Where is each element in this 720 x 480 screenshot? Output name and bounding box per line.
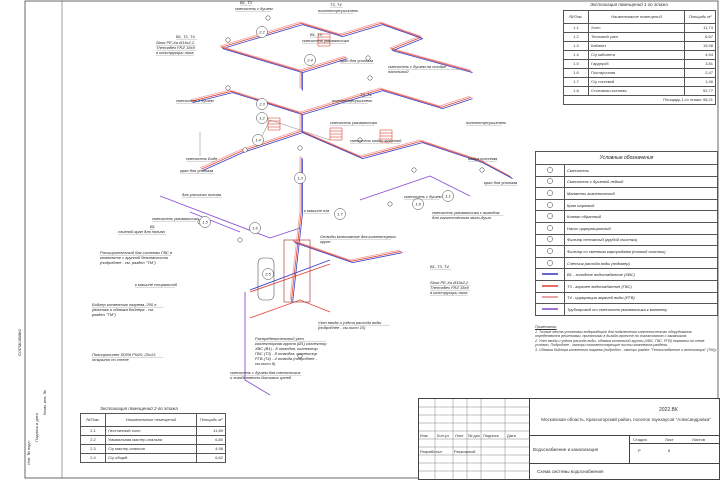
room-area-cell: 3,81 (685, 60, 716, 69)
sanitary-fixture-icon (536, 188, 565, 200)
hot-lower-branch (250, 264, 330, 292)
room-mark (305, 55, 316, 66)
room-mark (253, 135, 264, 146)
legend-text: Клапан обратный (565, 211, 718, 223)
legend-row (536, 246, 718, 258)
legend-text: Смеситель с душевой лейкой (565, 176, 718, 188)
room-mark (413, 199, 424, 210)
schematic-label: в конструкции пола (156, 50, 194, 55)
room-area-cell: 6,62 (197, 454, 226, 463)
room-number-cell: 2.1 (81, 427, 106, 436)
room-name-cell: Тепловой узел (589, 33, 685, 42)
room-area-cell: 15,98 (685, 42, 716, 51)
tb-sheet-header: Лист (665, 437, 674, 442)
col-room-no: №Пом. (564, 11, 589, 24)
schematic-label: мойка кухонная (468, 156, 498, 161)
legend-text: Фильтр сетчатый (грубой очистки) (565, 234, 718, 246)
water-meter-icon (536, 257, 565, 269)
title-block-grid (419, 399, 530, 479)
schematic-label: к машине п/м (304, 208, 330, 213)
svg-text:1.3: 1.3 (297, 175, 303, 181)
schematic-labels (91, 0, 518, 380)
legend-text: Смеситель (565, 165, 718, 177)
room-mark (335, 209, 346, 220)
legend-row (536, 257, 718, 269)
table-row (564, 42, 716, 51)
svg-text:1.5: 1.5 (202, 219, 208, 225)
schematic-label: Т3, Т4 (330, 2, 342, 7)
schematic-label: кран для унитаза (180, 168, 214, 173)
legend-text: Т3 - горячее водоснабжение (ГВС) (565, 280, 718, 292)
legend-row (536, 234, 718, 246)
schematic-label: смеситель с душем (176, 98, 214, 103)
room-number-cell: 1.8 (564, 87, 589, 96)
title-block (418, 398, 720, 480)
stamp-col-sign: Подпись и дата (33, 413, 39, 442)
schematic-label: смеситель умывальника (152, 216, 199, 221)
tb-section: Водоснабжение и канализация (533, 447, 599, 452)
table-row (564, 78, 716, 87)
left-branch-bundle (201, 131, 301, 169)
schematic-label: Stout PE-Xa Ø16x2,2 (156, 40, 195, 45)
floor1-total: Площадь 1-го этажа: 98,21 (564, 96, 716, 105)
towel-rail-icon (330, 128, 342, 140)
col-room-area: Площадь м² (685, 11, 716, 24)
schematic-label: Thermaflex FRZ 18x9 (156, 45, 195, 50)
mixer-icon (480, 168, 484, 172)
legend-title: Условные обозначения (536, 152, 718, 165)
tb-stage-header: Стадия (633, 437, 647, 442)
svg-text:1.8: 1.8 (415, 201, 421, 207)
room-number-cell: 1.5 (564, 60, 589, 69)
legend-table (535, 151, 718, 316)
cold-lower-branch (250, 260, 330, 290)
floor1-caption: Экспликация помещений 1-го этажа (590, 2, 668, 7)
room-name-cell: Гардероб (589, 60, 685, 69)
tb-project: Московская область, Красногорский район, поселок таунхаусов "Александровка" (541, 417, 711, 422)
schematic-label: В1, Т3, Т4 (430, 264, 449, 269)
table-row (564, 69, 716, 78)
tb-col-list: Лист (455, 433, 464, 438)
notes-title: Примечания: (535, 325, 557, 329)
legend-row (536, 211, 718, 223)
hot-line-icon (536, 280, 565, 292)
tb-stage-box (629, 435, 720, 463)
col-room-name: Наименование помещений (106, 414, 197, 427)
schematic-label: смеситель с душем для технических и хозяйственно-бытовых целей (230, 370, 301, 380)
room-mark (295, 173, 306, 184)
legend-text: Т4 - циркуляция горячей воды (РГВ) (565, 292, 718, 304)
tb-code: 2022.ВК (659, 407, 678, 413)
pipe-network (160, 22, 513, 395)
svg-text:1.1: 1.1 (445, 193, 451, 199)
tb-sheets-header: Листов (692, 437, 705, 442)
room-mark (443, 191, 454, 202)
room-area-cell: 6,80 (197, 436, 226, 445)
schematic-label: смеситель умывальника (302, 38, 349, 43)
tb-developer-role: Разработал (420, 449, 442, 454)
room-area-cell: 4,98 (197, 445, 226, 454)
notes-block (535, 325, 717, 353)
legend-row (536, 304, 718, 316)
schematic-label: полотенцесушитель (466, 120, 507, 125)
room-area-cell: 6,67 (685, 33, 716, 42)
schematic-label: смеситель умывальника с выводом для гигиенического мини-душа (432, 210, 500, 220)
mixer-icon (298, 146, 302, 150)
check-valve-icon (536, 211, 565, 223)
schematic-label: кран для унитаза (484, 180, 518, 185)
note-3: 3. Обвязка бойлера косвенного нагрева (подробно - смотри раздел "Теплоснабжение и вентиляция" (ТМ)). (535, 347, 717, 352)
schematic-label: смеситель мойки кухонной (350, 138, 402, 143)
room-area-cell: 1,46 (685, 78, 716, 87)
tb-sheet-name: Схема системы водоснабжения (537, 469, 604, 474)
svg-text:2.5: 2.5 (265, 271, 271, 277)
col-room-area: Площадь м² (197, 414, 226, 427)
schematic-label: Распределительный узел коллекторная группа (Ø1) коллектор ХВС (В1) - 8 отводов, коллектор ГВС (Т3) - 8 отводов, коллектор РГВ (Т4) - 4 отвода (подробнее -см.лист 9) (255, 336, 327, 366)
mixer-icon (266, 16, 270, 20)
room-area-cell: 2,47 (685, 69, 716, 78)
schematic-label: В1, Т2, Т4 (176, 34, 195, 39)
legend-row (536, 188, 718, 200)
legend-row (536, 292, 718, 304)
mixer-icon (536, 165, 565, 177)
schematic-label: сливной кран для полива (118, 229, 165, 234)
boiler-loop (250, 300, 330, 318)
table-row (564, 87, 716, 96)
svg-text:2.3: 2.3 (259, 101, 265, 107)
room-number-cell: 2.3 (81, 445, 106, 454)
floor2-room-schedule (80, 413, 226, 463)
title-block-lines (419, 399, 529, 479)
legend-text: Кран шаровый (565, 199, 718, 211)
room-area-cell: 52,77 (685, 87, 716, 96)
svg-text:1.7: 1.7 (337, 211, 343, 217)
legend-row (536, 165, 718, 177)
room-number-cell: 1.1 (564, 24, 589, 33)
table-row (564, 24, 716, 33)
room-number-cell: 1.7 (564, 78, 589, 87)
tb-divider-2 (529, 463, 719, 464)
upper-branch-bundle (221, 47, 346, 71)
legend-text: Трубопровод от смесителя умывальника к манжету (565, 304, 718, 316)
purple-line-icon (536, 304, 565, 316)
room-name-cell: С/у гостевой (589, 78, 685, 87)
tb-col-izm: Изм. (420, 433, 429, 438)
room-mark (200, 217, 211, 228)
room-number-cell: 2.4 (81, 454, 106, 463)
schematic-label: В1, Т3 (310, 32, 322, 37)
tb-sheet-value: 6 (668, 448, 671, 453)
legend-text: Манжеты гигиенической (565, 188, 718, 200)
room-name-cell: Постирочная (589, 69, 685, 78)
schematic-label: смеситель с душем (404, 194, 442, 199)
room-mark (257, 113, 268, 124)
mixer-icon (243, 148, 247, 152)
stamp-col-replace: Взам. инв. № (41, 390, 47, 415)
room-number-cell: 2.2 (81, 436, 106, 445)
room-name-cell: Кабинет (589, 42, 685, 51)
svg-text:2.4: 2.4 (307, 57, 313, 63)
room-area-cell: 4,54 (685, 51, 716, 60)
table-row (81, 445, 226, 454)
schematic-label: Stout PE-Xa Ø16x2,2 (430, 280, 469, 285)
col-room-no: №Пом. (81, 414, 106, 427)
schematic-label: смеситель с душем (235, 6, 273, 11)
schematic-label: к машине стиральной (135, 282, 178, 287)
schematic-label: смеситель умывальника (330, 120, 377, 125)
schematic-label: Узел ввода и учёта расхода воды (подробнее - см.лист 10) (318, 320, 382, 330)
legend-row (536, 199, 718, 211)
table-row (564, 60, 716, 69)
schematic-label: смеситель с душем на стойке напольный (388, 64, 447, 74)
margin-stamp (17, 300, 62, 478)
room-mark (257, 99, 268, 110)
room-mark (263, 269, 274, 280)
schematic-label: кран для унитаза (340, 58, 374, 63)
tb-developer-name: Раскошный (454, 449, 476, 454)
floor2-caption: Экспликация помещений 2-го этажа (100, 406, 178, 411)
schematic-label: Расширительный бак системы ГВС в комплекте с группой безопасности (подробнее - см. раздел "ТМ") (100, 250, 173, 265)
stamp-agreed: Согласовано (17, 328, 23, 357)
circulation-pump-icon (536, 222, 565, 234)
tb-stage-value: Р (638, 448, 641, 453)
svg-text:2.2: 2.2 (259, 29, 265, 35)
table-row (81, 454, 226, 463)
mixer-icon (388, 202, 392, 206)
schematic-label: В1 (150, 224, 155, 229)
room-mark (257, 27, 268, 38)
shower-mixer-icon (536, 176, 565, 188)
room-area-cell: 11,74 (685, 24, 716, 33)
stamp-col-inv: Инв. № подл. (25, 440, 31, 465)
room-name-cell: Холл (589, 24, 685, 33)
room-name-cell: Столовая-гостиная (589, 87, 685, 96)
legend-row (536, 280, 718, 292)
room-name-cell: Умывальная мастер-спальни (106, 436, 197, 445)
col-room-name: Наименование помещений (589, 11, 685, 24)
ball-valve-icon (536, 199, 565, 211)
schematic-label: Т3, Т4 (360, 92, 372, 97)
schematic-label: в конструкции пола (430, 290, 468, 295)
table-row (81, 436, 226, 445)
legend-text: В1 - холодное водоснабжение (ХВС) (565, 269, 718, 281)
mixer-icon (368, 76, 372, 80)
room-name-cell: С/у кабинета (589, 51, 685, 60)
legend-text: Насос циркуляционный (565, 222, 718, 234)
legend-row (536, 222, 718, 234)
cartridge-filter-icon (536, 246, 565, 258)
tb-stage-divider (630, 443, 720, 444)
room-number-cell: 1.2 (564, 33, 589, 42)
schematic-label: Полипропилен SDR6 PN20, 20x13 открыто по стене (92, 352, 156, 362)
tb-col-doc: № док (468, 433, 480, 438)
room-name-cell: Лестничный холл (106, 427, 197, 436)
tb-col-sign: Подпись (483, 433, 499, 438)
schematic-label: Бойлер косвенного нагрева, 200 л (монтаж и обвязка бойлера - см. раздел "ТМ") (92, 302, 157, 317)
schematic-label: смеситель Биде (186, 156, 218, 161)
room-mark (250, 223, 261, 234)
mixer-icon (226, 86, 230, 90)
left-branch-bundle (200, 130, 300, 168)
room-number-cell: 1.6 (564, 69, 589, 78)
schematic-label: Отводы монтажные для коллекторных групп (320, 234, 397, 244)
cold-line-icon (536, 269, 565, 281)
floor1-room-schedule (563, 10, 716, 105)
room-name-cell: С/у мастер-спальни (106, 445, 197, 454)
tb-col-date: Дата (507, 433, 516, 438)
table-row (81, 427, 226, 436)
room-number-cell: 1.4 (564, 51, 589, 60)
recirc-line-icon (536, 292, 565, 304)
table-row (564, 33, 716, 42)
mixer-icon (412, 168, 416, 172)
mixer-icon (238, 238, 242, 242)
svg-text:1.4: 1.4 (255, 137, 261, 143)
legend-row (536, 176, 718, 188)
schematic-label: полотенцесушитель (332, 98, 373, 103)
legend-text: Фильтр со сменным картриджем (тонкой очистки) (565, 246, 718, 258)
note-2: 2. Узел ввода и учёта расхода воды, обвязка котельной группы (ХВС, ГВС, РГВ) показаны на схеме условно. Подробнее - смотри соответствующие листы комплекта раздела. (535, 338, 705, 348)
mixer-icon (226, 38, 230, 42)
schematic-label: полотенцесушитель (318, 8, 359, 13)
table-row (564, 51, 716, 60)
room-area-cell: 11,89 (197, 427, 226, 436)
note-1: 1. Точные места установки водоразборов для подключения сантехнического оборудования определяются решениями, принятыми в дизайн-проекте по согласованию с заказчиком. (535, 329, 692, 339)
svg-text:1.2: 1.2 (259, 115, 265, 121)
schematic-label: Thermaflex FRZ 18x9 (430, 285, 469, 290)
purple-branch-2 (190, 212, 240, 232)
room-number-cell: 1.3 (564, 42, 589, 51)
right-lower-bundle (292, 240, 400, 260)
mesh-filter-icon (536, 234, 565, 246)
schematic-label: для уличного полива (182, 192, 221, 197)
room-name-cell: С/у общий (106, 454, 197, 463)
tb-col-kol: Кол.уч (437, 433, 449, 438)
legend-text: Счётчик расхода воды (водомер) (565, 257, 718, 269)
right-lower-bundle (293, 241, 401, 261)
legend-row (536, 269, 718, 281)
svg-text:1.6: 1.6 (252, 225, 258, 231)
schematic-label: В1, Т3 (240, 0, 252, 5)
